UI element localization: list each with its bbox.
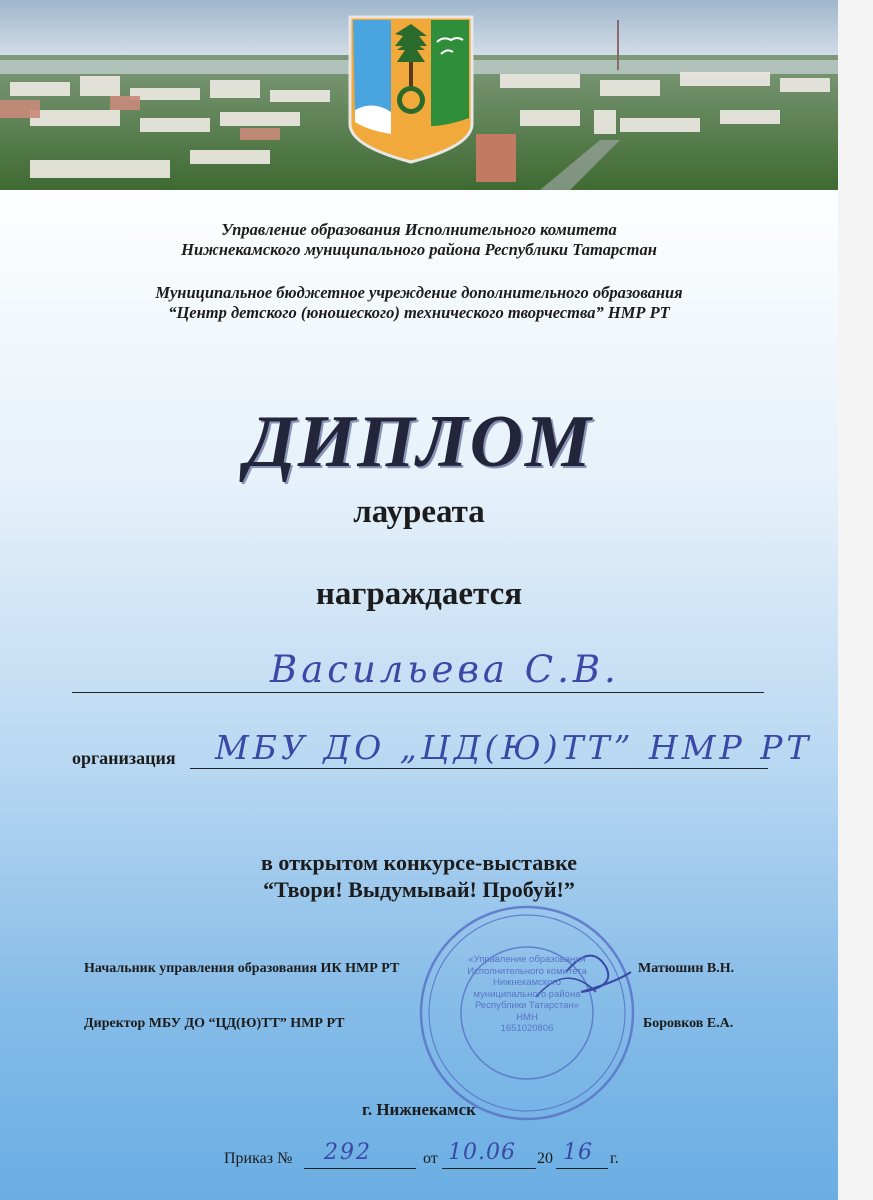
date-underline [442,1168,536,1169]
order-date: 10.06 [448,1140,516,1165]
scan-edge [838,0,873,1200]
header-line-4: “Центр детского (юношеского) технического творчества” НМР РТ [168,303,670,322]
recipient-underline [72,692,764,693]
contest-line-1: в открытом конкурсе-выставке [260,850,578,875]
year-unit: г. [610,1150,619,1167]
date-label: от [423,1150,438,1167]
year-suffix: 16 [563,1140,593,1165]
year-prefix: 20 [537,1150,553,1167]
stamp-text-line: муниципального района [473,988,581,1000]
coat-of-arms-logo [347,14,475,164]
diploma-title: ДИПЛОМ [245,401,593,483]
signer-name-2: Боровков Е.А. [643,1016,734,1031]
header-line-2: Нижнекамского муниципального района Республики Татарстан [181,240,657,259]
organization-underline [190,768,768,769]
signer-role-2: Директор МБУ ДО “ЦД(Ю)ТТ” НМР РТ [84,1016,345,1031]
stamp-text-line: «Управление образования [468,954,586,965]
recipient-name: Васильева С.В. [270,648,620,691]
signer-name-1: Матюшин В.Н. [638,961,735,976]
signer-role-1: Начальник управления образования ИК НМР РТ [84,961,400,976]
diploma-subtitle: лауреата [353,494,485,530]
header-line-3: Муниципальное бюджетное учреждение дополнительного образования [155,283,683,302]
order-label: Приказ № [224,1150,293,1167]
contest-line-2: “Твори! Выдумывай! Пробуй!” [263,877,575,902]
order-number: 292 [324,1140,372,1165]
year-underline [556,1168,608,1169]
stamp-text-line: Республики Татарстан» [475,1000,579,1011]
stamp-text-line: Нижнекамского [492,977,562,988]
organization-value: МБУ ДО „ЦД(Ю)ТТ” НМР РТ [215,728,813,767]
city-name: г. Нижнекамск [362,1100,476,1119]
stamp-text-line: НМН [516,1011,538,1023]
header-line-1: Управление образования Исполнительного комитета [221,220,617,239]
stamp-text-line: Исполнительного комитета [467,965,587,977]
organization-label: организация [72,748,176,768]
order-number-underline [304,1168,416,1169]
official-stamp [416,902,638,1124]
stamp-text-line: 1651020806 [500,1023,554,1034]
awarded-text: награждается [315,576,523,612]
